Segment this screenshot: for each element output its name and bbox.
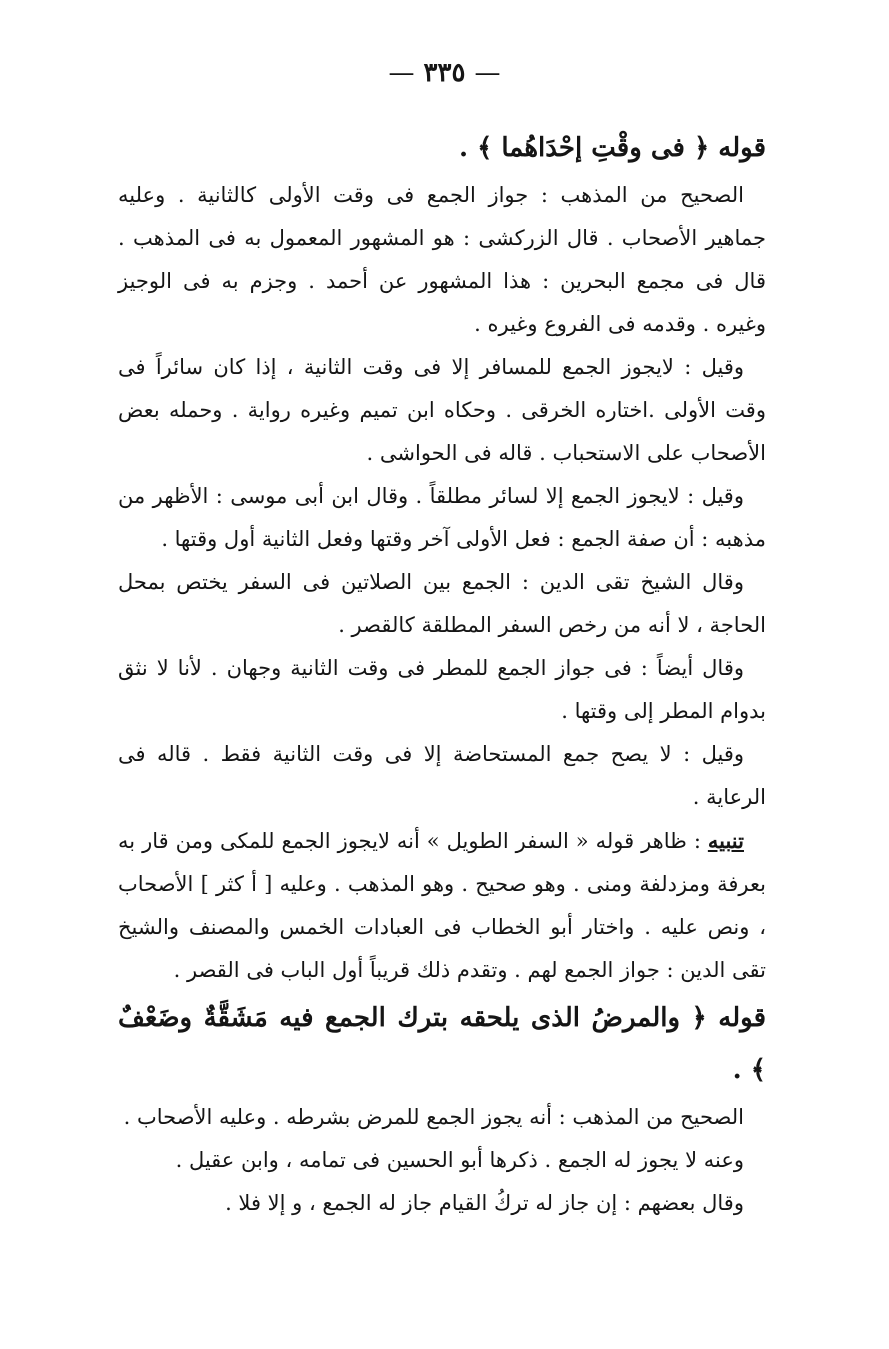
paragraph: الصحيح من المذهب : أنه يجوز الجمع للمرض بشرطه . وعليه الأصحاب . bbox=[123, 1105, 744, 1129]
paragraph: وقال الشيخ تقى الدين : الجمع بين الصلاتين فى السفر يختص بمحل الحاجة ، لا أنه من رخص السفر المطلقة كالقصر . bbox=[118, 570, 766, 637]
section-heading: قوله ﴿ والمرضُ الذى يلحقه بترك الجمع فيه مَشَقَّةٌ وضَعْفٌ ﴾ . bbox=[118, 1003, 766, 1085]
body-text bbox=[118, 122, 766, 1225]
paragraph: وقيل : لا يصح جمع المستحاضة إلا فى وقت الثانية فقط . قاله فى الرعاية . bbox=[118, 742, 766, 809]
tanbih-paragraph bbox=[118, 819, 766, 992]
paragraph: وقيل : لايجوز الجمع للمسافر إلا فى وقت الثانية ، إذا كان سائراً فى وقت الأولى .اختاره الخرقى . وحكاه ابن تميم وغيره رواية . وحمله بعض الأصحاب على الاستحباب . قاله فى الحواشى . bbox=[118, 355, 766, 465]
section-heading: قوله ﴿ فى وقْتِ إحْدَاهُما ﴾ . bbox=[459, 133, 766, 163]
paragraph: الصحيح من المذهب : جواز الجمع فى وقت الأولى كالثانية . وعليه جماهير الأصحاب . قال الزركشى : هو المشهور المعمول به فى المذهب . قال فى مجمع البحرين : هذا المشهور عن أحمد . وجزم به فى الوجيز وغيره . وقدمه فى الفروع وغيره . bbox=[118, 183, 766, 336]
paragraph: وقيل : لايجوز الجمع إلا لسائر مطلقاً . وقال ابن أبى موسى : الأظهر من مذهبه : أن صفة الجمع : فعل الأولى آخر وقتها وفعل الثانية أول وقتها . bbox=[118, 484, 766, 551]
paragraph: وقال بعضهم : إن جاز له تركُ القيام جاز له الجمع ، و إلا فلا . bbox=[225, 1191, 744, 1215]
page-number-value: ٣٣٥ bbox=[423, 58, 466, 88]
page-number bbox=[0, 58, 889, 88]
page-number-dash-left: — bbox=[388, 58, 415, 88]
paragraph: وقال أيضاً : فى جواز الجمع للمطر فى وقت الثانية وجهان . لأنا لا نثق بدوام المطر إلى وقتها . bbox=[118, 656, 766, 723]
paragraph: وعنه لا يجوز له الجمع . ذكرها أبو الحسين فى تمامه ، وابن عقيل . bbox=[175, 1148, 744, 1172]
tanbih-label: تنبيه bbox=[707, 828, 744, 853]
tanbih-text: : ظاهر قوله « السفر الطويل » أنه لايجوز الجمع للمكى ومن قار به بعرفة ومزدلفة ومنى . وهو صحيح . وهو المذهب . وعليه [ أ كثر ] الأصحاب ، ونص عليه . واختار أبو الخطاب فى العبادات الخمس والمصنف والشيخ تقى الدين : جواز الجمع لهم . وتقدم ذلك قريباً أول الباب فى القصر . bbox=[118, 829, 766, 982]
page-number-dash-right: — bbox=[474, 58, 501, 88]
